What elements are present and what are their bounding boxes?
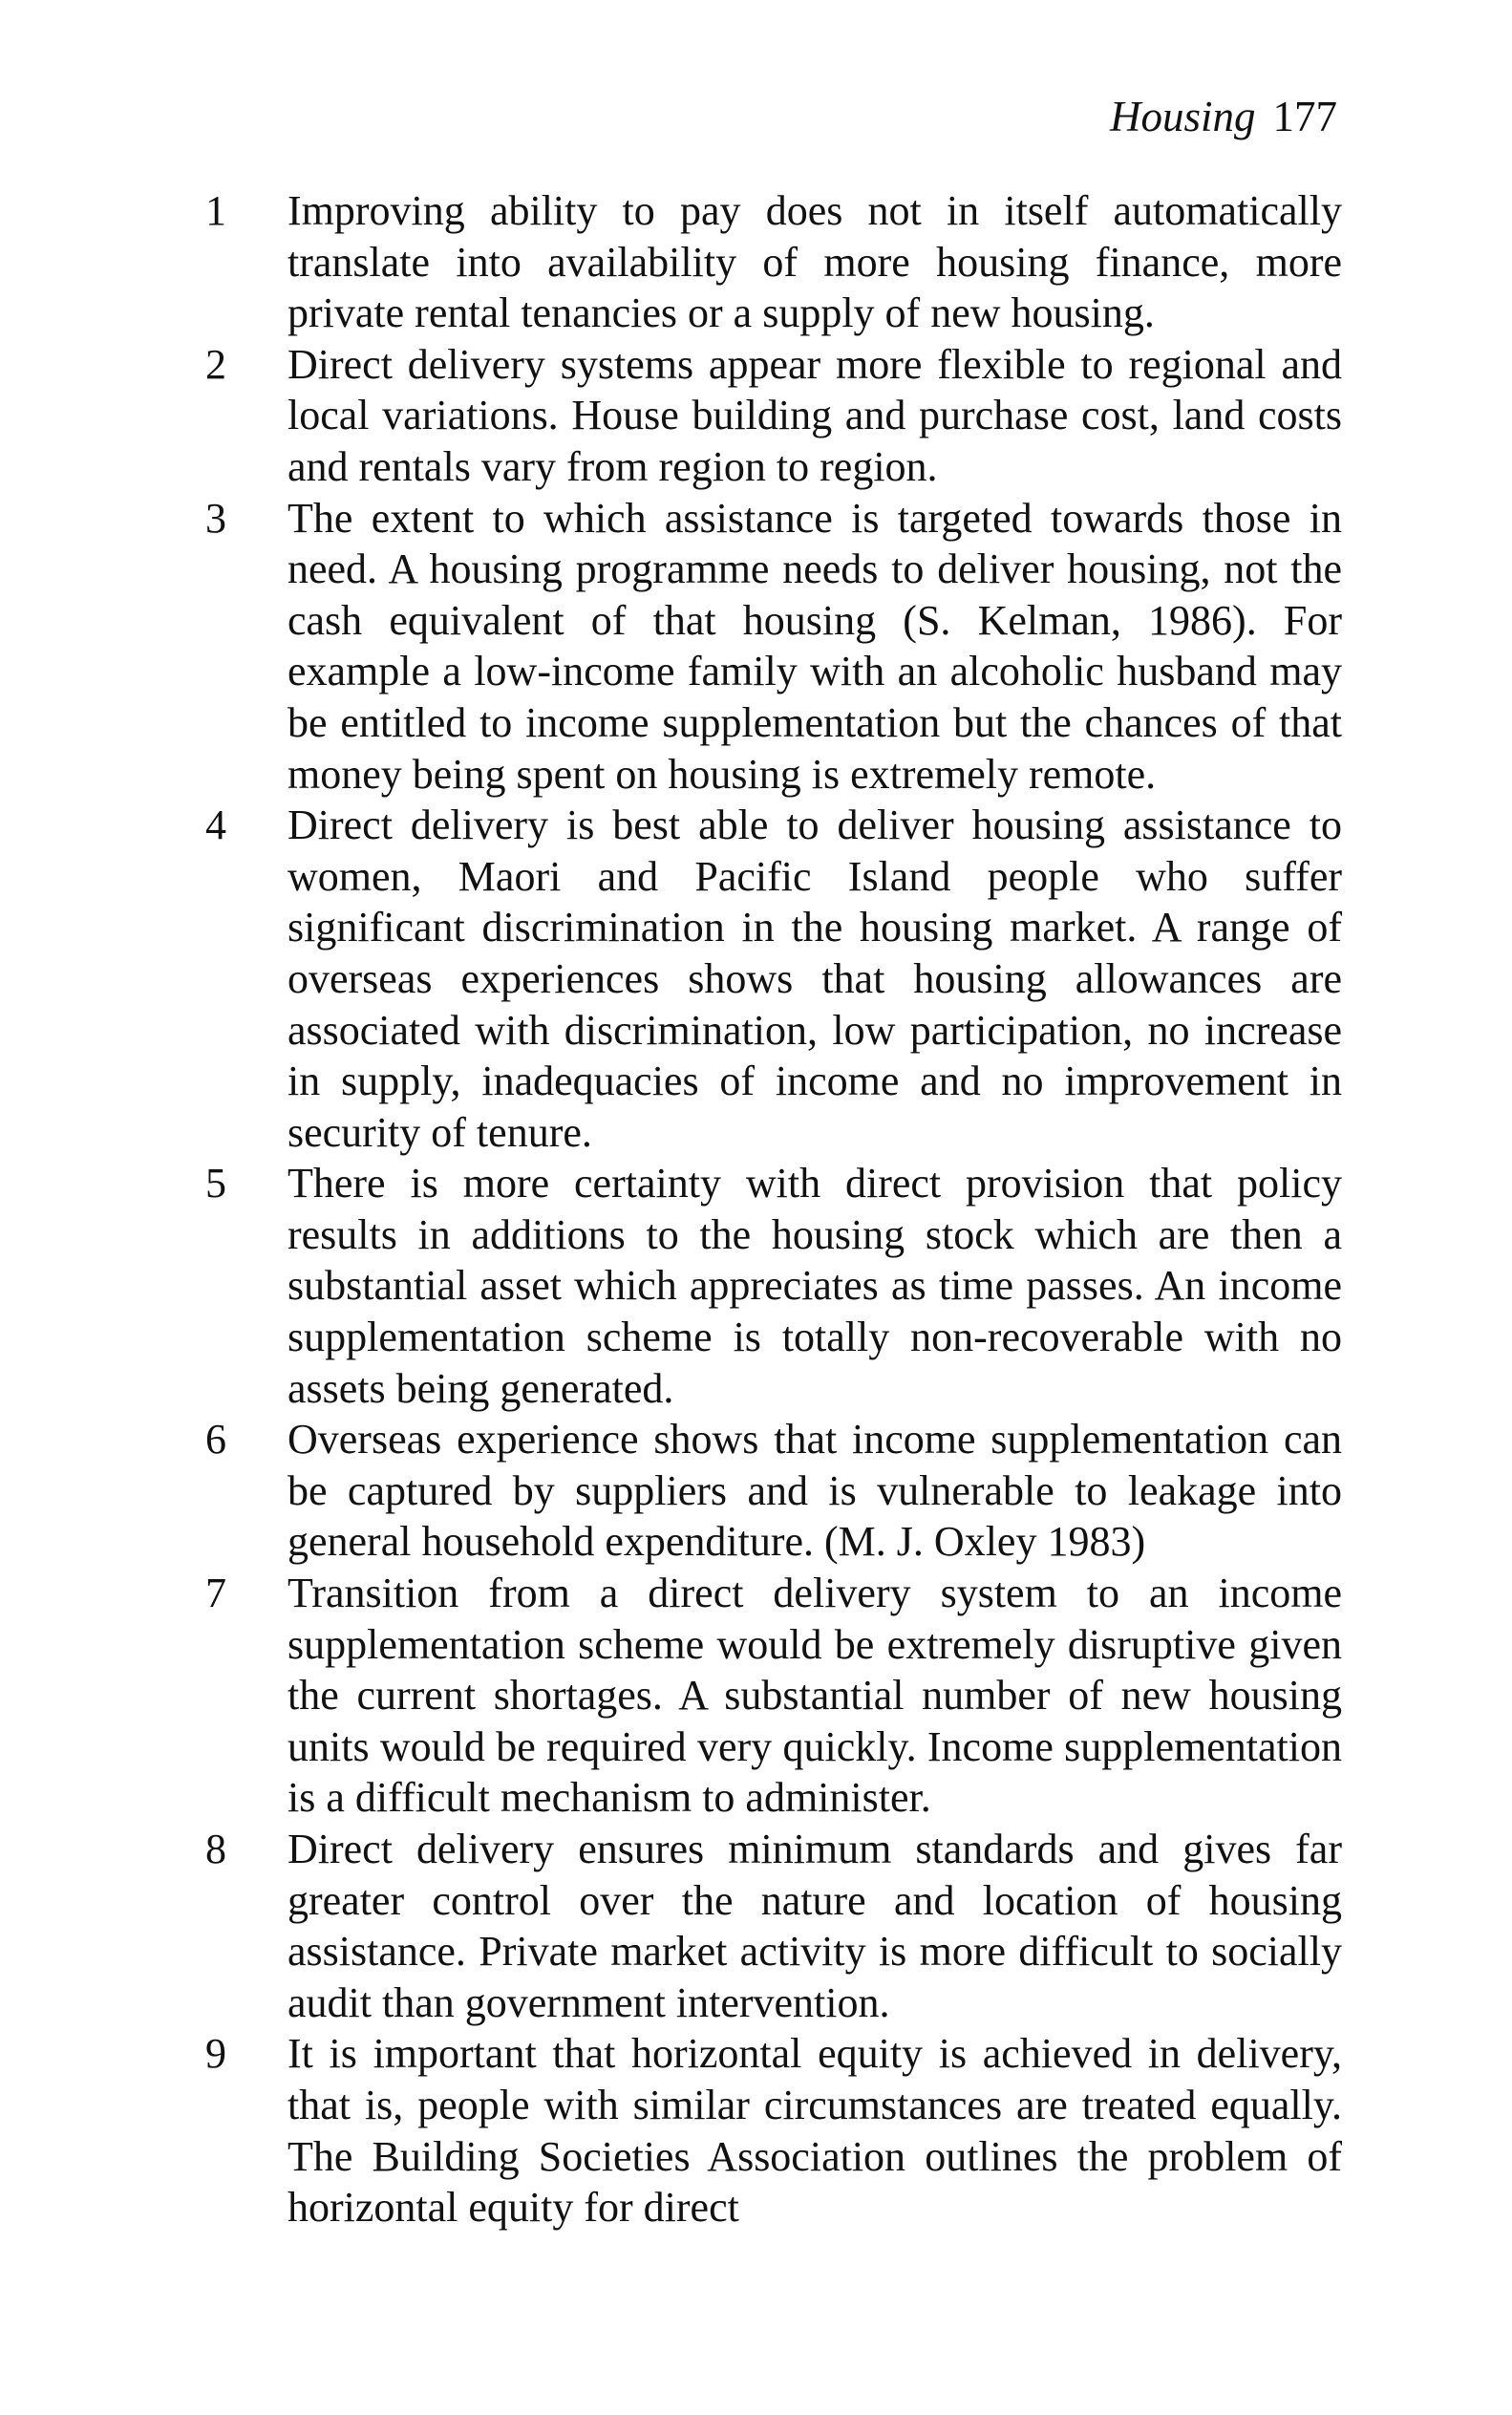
list-item-2: [205, 339, 1342, 493]
list-item-6: [205, 1414, 1342, 1568]
item-number: 7: [205, 1570, 226, 1617]
item-text: Overseas experience shows that income supplementation can be captured by suppliers and is vulnerable to leakage into general household expenditure. (M. J. Oxley 1983): [287, 1416, 1342, 1566]
section-title: Housing: [1109, 93, 1256, 140]
item-text: It is important that horizontal equity is achieved in delivery, that is, people with similar circumstances are treated equally. The Building Societies Association outlines the problem of horizontal equity for direct: [287, 2030, 1342, 2232]
item-text: Direct delivery systems appear more flexible to regional and local variations. House building and purchase cost, land costs and rentals vary from region to region.: [287, 340, 1342, 490]
item-number: 2: [205, 340, 226, 388]
list-item-1: [205, 185, 1342, 339]
list-item-8: [205, 1824, 1342, 2028]
item-text: The extent to which assistance is targeted towards those in need. A housing programme needs to deliver housing, not the cash equivalent of that housing (S. Kelman, 1986). For example a low-income family with an alcoholic husband may be entitled to income supplementation but the chances of that money being spent on housing is extremely remote.: [287, 494, 1342, 798]
item-number: 5: [205, 1160, 226, 1208]
item-text: Improving ability to pay does not in itself automatically translate into availability of more housing finance, more private rental tenancies or a supply of new housing.: [287, 187, 1342, 337]
item-number: 8: [205, 1826, 226, 1872]
item-number: 9: [205, 2030, 226, 2078]
list-item-3: [205, 493, 1342, 801]
item-number: 1: [205, 187, 226, 234]
item-text: Direct delivery is best able to deliver housing assistance to women, Maori and Pacific Island people who suffer significant discrimination in the housing market. A range of overseas experiences shows that housing allowances are associated with discrimination, low participation, no increase in supply, inadequacies of income and no improvement in security of tenure.: [287, 801, 1342, 1156]
numbered-list: [205, 185, 1342, 2233]
list-item-4: [205, 800, 1342, 1158]
page-number: 177: [1272, 93, 1337, 140]
item-text: Transition from a direct delivery system to an income supplementation scheme would be extremely disruptive given the current shortages. A substantial number of new housing units would be required very quickly. Income supplementation is a difficult mechanism to administer.: [287, 1570, 1342, 1822]
list-item-5: [205, 1158, 1342, 1414]
list-item-7: [205, 1568, 1342, 1824]
list-item-9: [205, 2028, 1342, 2233]
item-text: There is more certainty with direct provision that policy results in additions to the housing stock which are then a substantial asset which appreciates as time passes. An income supplementation scheme is totally non-recoverable with no assets being generated.: [287, 1160, 1342, 1412]
item-number: 4: [205, 801, 226, 849]
item-number: 6: [205, 1416, 226, 1464]
item-text: Direct delivery ensures minimum standards and gives far greater control over the nature and location of housing assistance. Private market activity is more difficult to socially audit than government intervention.: [287, 1826, 1342, 2026]
running-head: [1109, 93, 1337, 140]
item-number: 3: [205, 494, 226, 542]
